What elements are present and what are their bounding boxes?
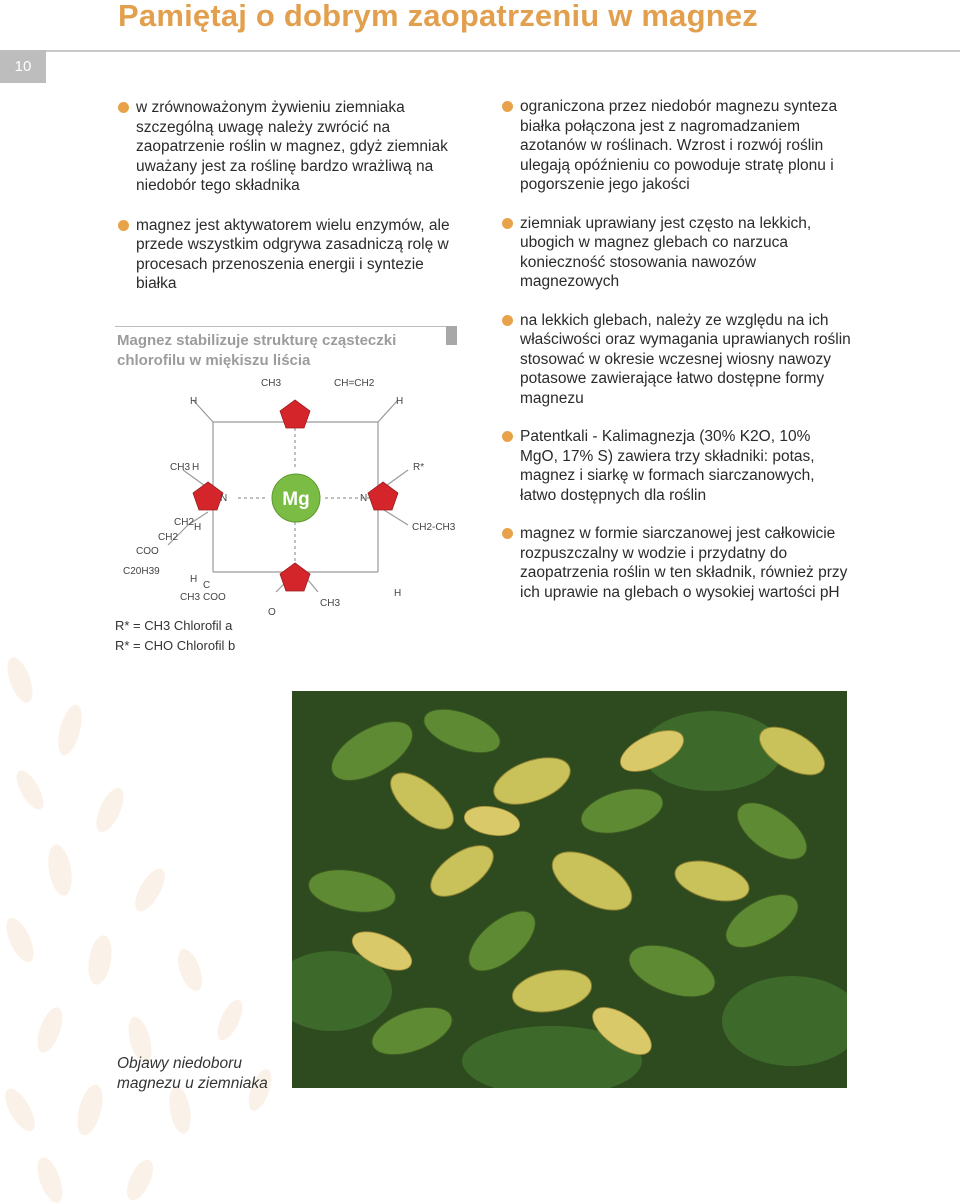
- left-bullet-1-text: w zrównoważonym żywieniu ziemniaka szczególną uwagę należy zwrócić na zaopatrzenie roślin w magnez, gdyż ziemniak uważany jest za roślinę bardzo wrażliwą na niedobór tego składnika: [136, 99, 448, 194]
- chemical-label: COO: [136, 546, 159, 557]
- left-bullet-2: [118, 216, 458, 294]
- right-bullet-2: [502, 214, 852, 292]
- legend-line-b: R* = CHO Chlorofil b: [115, 638, 236, 653]
- bullet-dot-icon: [502, 315, 513, 326]
- caption-rule: [115, 326, 457, 327]
- chemical-label: C: [203, 580, 211, 591]
- chemical-label: H: [190, 574, 198, 585]
- chemical-label: H: [190, 396, 198, 407]
- pyrrole-ring-top: [280, 400, 310, 428]
- chemical-label: O: [268, 607, 276, 618]
- chemical-label: CH3: [180, 592, 201, 603]
- right-column: [502, 97, 852, 621]
- chemical-label: R*: [413, 462, 425, 473]
- chemical-label: CH2: [174, 517, 195, 528]
- chemical-label: H: [192, 462, 200, 473]
- diagram-legend: [115, 616, 235, 656]
- chemical-label: CH2-CH3: [412, 522, 456, 533]
- page-number: 10: [0, 50, 46, 83]
- chemical-label: CH3: [261, 378, 282, 389]
- right-bullet-1-text: ograniczona przez niedobór magnezu synteza białka połączona jest z nagromadzaniem azotanów w roślinach. Wzrost i rozwój roślin ulegają opóźnieniu co powoduje stratę plonu i pogorszenie jego jakości: [520, 98, 838, 193]
- page-title: Pamiętaj o dobrym zaopatrzeniu w magnez: [118, 0, 758, 33]
- right-bullet-4: [502, 427, 852, 505]
- right-bullet-5-text: magnez w formie siarczanowej jest całkowicie rozpuszczalny w wodzie i przydatny do zaopatrzenia roślin w ten składnik, również przy ich uprawie na glebach o wysokiej wartości pH: [520, 525, 848, 601]
- bullet-dot-icon: [502, 431, 513, 442]
- chemical-label: CH3: [320, 598, 341, 609]
- bullet-dot-icon: [118, 102, 129, 113]
- right-bullet-2-text: ziemniak uprawiany jest często na lekkich, ubogich w magnez glebach co narzuca konieczność stosowania nawozów magnezowych: [520, 214, 812, 290]
- header-rule: [46, 50, 960, 52]
- photo-caption: Objawy niedoboru magnezu u ziemniaka: [117, 1055, 268, 1092]
- chemical-label: H: [194, 522, 202, 533]
- chemical-label: CH2: [158, 532, 179, 543]
- chemical-label: H: [394, 588, 402, 599]
- caption-marker: [446, 326, 457, 345]
- pyrrole-ring-bottom: [280, 563, 310, 591]
- mg-label: Mg: [282, 489, 310, 510]
- chemical-label: CH3: [170, 462, 191, 473]
- chlorophyll-diagram: [108, 370, 458, 620]
- chemical-label: CH=CH2: [334, 378, 375, 389]
- right-bullet-5: [502, 524, 852, 602]
- legend-line-a: R* = CH3 Chlorofil a: [115, 618, 233, 633]
- pyrrole-ring-right: [368, 482, 398, 510]
- potato-leaves-photo: [292, 691, 847, 1088]
- chemical-label: N: [220, 493, 228, 504]
- bullet-dot-icon: [502, 101, 513, 112]
- right-bullet-4-text: Patentkali - Kalimagnezja (30% K2O, 10% MgO, 17% S) zawiera trzy składniki: potas, magnez i siarkę w formach siarczanowych, łatwo dostępnych dla roślin: [520, 428, 815, 504]
- diagram-caption: Magnez stabilizuje strukturę cząsteczki chlorofilu w miękiszu liścia: [117, 332, 397, 369]
- chemical-label: H: [396, 396, 404, 407]
- bullet-dot-icon: [502, 528, 513, 539]
- right-bullet-3-text: na lekkich glebach, należy ze względu na ich właściwości oraz wymagania uprawianych roślin stosować w okresie wczesnej wiosny nawozy potasowe zawierające łatwo dostępne formy magnezu: [520, 311, 851, 407]
- bullet-dot-icon: [118, 220, 129, 231]
- chemical-label: N: [360, 493, 368, 504]
- chemical-label: C20H39: [123, 566, 160, 577]
- left-bullet-2-text: magnez jest aktywatorem wielu enzymów, ale przede wszystkim odgrywa zasadniczą rolę w procesach przenoszenia energii i syntezie białka: [136, 216, 450, 292]
- right-bullet-3: [502, 311, 852, 409]
- bullet-dot-icon: [502, 218, 513, 229]
- background-leaf-pattern: [0, 640, 300, 1203]
- left-bullet-1: [118, 98, 458, 196]
- left-column: [118, 98, 458, 294]
- chemical-label: COO: [203, 592, 226, 603]
- pyrrole-ring-left: [193, 482, 223, 510]
- right-bullet-1: [502, 97, 852, 195]
